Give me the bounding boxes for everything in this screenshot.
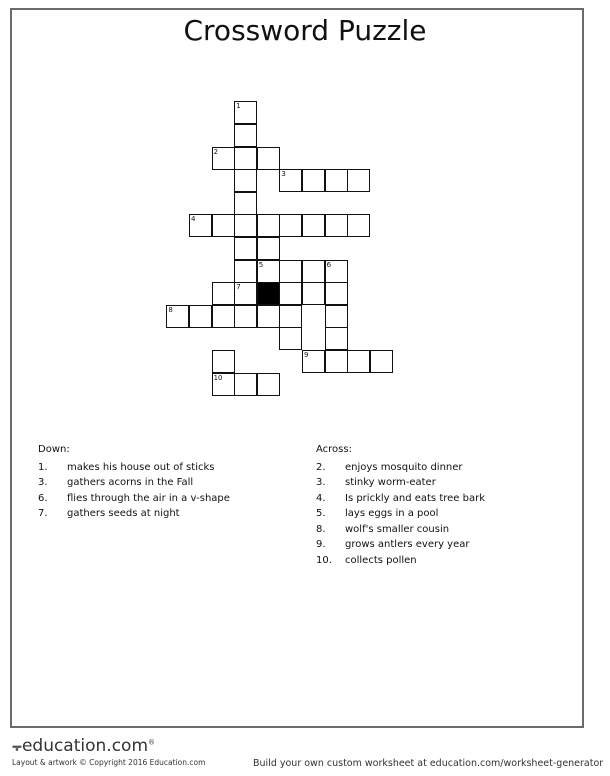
clue-number-label: 2. xyxy=(316,461,326,473)
across-clue-4 xyxy=(316,491,576,507)
grid-cell[interactable] xyxy=(302,282,325,305)
grid-cell[interactable] xyxy=(279,214,302,237)
across-clue-5 xyxy=(316,506,576,522)
grid-cell[interactable] xyxy=(325,260,348,283)
clue-number: 10 xyxy=(213,373,223,382)
footer xyxy=(10,734,604,774)
clue-number-label: 6. xyxy=(38,492,48,504)
clue-number: 4 xyxy=(191,215,196,224)
grid-cell-blocked xyxy=(257,282,280,305)
clue-text: lays eggs in a pool xyxy=(345,508,439,519)
grid-cell[interactable] xyxy=(212,373,235,396)
grid-cell[interactable] xyxy=(189,305,212,328)
grid-cell[interactable] xyxy=(234,192,257,215)
grid-cell[interactable] xyxy=(166,305,189,328)
across-clue-8 xyxy=(316,522,576,538)
across-clues xyxy=(316,442,576,568)
down-heading: Down: xyxy=(38,444,70,455)
grid-cell[interactable] xyxy=(325,282,348,305)
grid-cell[interactable] xyxy=(279,282,302,305)
grid-cell[interactable] xyxy=(212,147,235,170)
grid-cell[interactable] xyxy=(325,350,348,373)
grid-cell[interactable] xyxy=(302,350,325,373)
down-clue-3 xyxy=(38,475,278,491)
clue-number-label: 4. xyxy=(316,492,326,504)
grid-cell[interactable] xyxy=(257,373,280,396)
grid-cell[interactable] xyxy=(279,305,302,328)
grid-cell[interactable] xyxy=(257,305,280,328)
across-clue-3 xyxy=(316,475,576,491)
grid-cell[interactable] xyxy=(234,214,257,237)
page-title: Crossword Puzzle xyxy=(183,14,427,47)
grid-cell[interactable] xyxy=(212,214,235,237)
clue-text: grows antlers every year xyxy=(345,539,470,550)
grid-cell[interactable] xyxy=(257,214,280,237)
grid-cell[interactable] xyxy=(234,101,257,124)
down-clue-7 xyxy=(38,506,278,522)
clue-number-label: 3. xyxy=(38,477,48,488)
grid-cell[interactable] xyxy=(302,214,325,237)
clue-text: makes his house out of sticks xyxy=(67,461,215,473)
grid-cell[interactable] xyxy=(347,350,370,373)
grid-cell[interactable] xyxy=(347,214,370,237)
grid-cell[interactable] xyxy=(234,169,257,192)
across-clue-9 xyxy=(316,537,576,553)
copyright-text: Layout & artwork © Copyright 2016 Education.com xyxy=(12,758,206,767)
grid-cell[interactable] xyxy=(279,169,302,192)
grid-cell[interactable] xyxy=(234,260,257,283)
clue-number: 9 xyxy=(304,351,309,359)
grid-cell[interactable] xyxy=(257,260,280,283)
logo-mark-icon: ⨪ xyxy=(12,736,22,756)
grid-cell[interactable] xyxy=(234,282,257,305)
grid-cell[interactable] xyxy=(234,373,257,396)
clue-text: stinky worm-eater xyxy=(345,477,436,488)
grid-cell[interactable] xyxy=(189,214,212,237)
clue-number: 5 xyxy=(258,260,264,269)
down-clues xyxy=(38,442,278,522)
across-heading: Across: xyxy=(316,444,352,455)
grid-cell[interactable] xyxy=(257,147,280,170)
clue-text: collects pollen xyxy=(345,554,417,566)
grid-cell[interactable] xyxy=(325,327,348,350)
down-clue-1 xyxy=(38,460,278,476)
grid-cell[interactable] xyxy=(212,350,235,373)
clue-number-label: 10. xyxy=(316,554,332,566)
clue-text: gathers acorns in the Fall xyxy=(67,477,194,488)
grid-cell[interactable] xyxy=(234,305,257,328)
clue-text: gathers seeds at night xyxy=(67,508,180,519)
clue-number: 3 xyxy=(281,170,286,179)
clue-number-label: 9. xyxy=(316,539,326,550)
clue-number: 6 xyxy=(326,260,332,269)
grid-cell[interactable] xyxy=(234,147,257,170)
across-clue-10 xyxy=(316,553,576,569)
promo-text: Build your own custom worksheet at education.com/worksheet-generator xyxy=(253,758,604,769)
grid-cell[interactable] xyxy=(234,237,257,260)
down-clue-6 xyxy=(38,491,278,507)
grid-cell[interactable] xyxy=(325,169,348,192)
clue-number-label: 8. xyxy=(316,523,326,535)
clue-number: 8 xyxy=(168,305,173,314)
education-logo[interactable]: ⨪education.com® xyxy=(12,736,156,756)
clue-number-label: 3. xyxy=(316,477,326,488)
grid-cell[interactable] xyxy=(212,305,235,328)
grid-cell[interactable] xyxy=(234,124,257,147)
grid-cell[interactable] xyxy=(370,350,393,373)
clue-number: 7 xyxy=(236,283,241,292)
clue-number: 2 xyxy=(213,147,219,156)
across-clue-2 xyxy=(316,460,576,476)
grid-cell[interactable] xyxy=(325,305,348,328)
logo-text: education.com xyxy=(21,736,149,756)
grid-cell[interactable] xyxy=(279,327,302,350)
grid-cell[interactable] xyxy=(302,169,325,192)
grid-cell[interactable] xyxy=(279,260,302,283)
clue-number-label: 1. xyxy=(38,461,48,473)
grid-cell[interactable] xyxy=(325,214,348,237)
clue-text: enjoys mosquito dinner xyxy=(345,461,463,473)
clue-number-label: 5. xyxy=(316,508,326,519)
clue-number-label: 7. xyxy=(38,508,48,519)
clue-text: wolf's smaller cousin xyxy=(345,523,450,535)
clue-text: flies through the air in a v-shape xyxy=(67,492,230,504)
grid-cell[interactable] xyxy=(302,260,325,283)
grid-cell[interactable] xyxy=(212,282,235,305)
clue-number: 1 xyxy=(236,102,241,111)
grid-cell[interactable] xyxy=(347,169,370,192)
grid-cell[interactable] xyxy=(257,237,280,260)
clue-text: Is prickly and eats tree bark xyxy=(345,492,485,504)
